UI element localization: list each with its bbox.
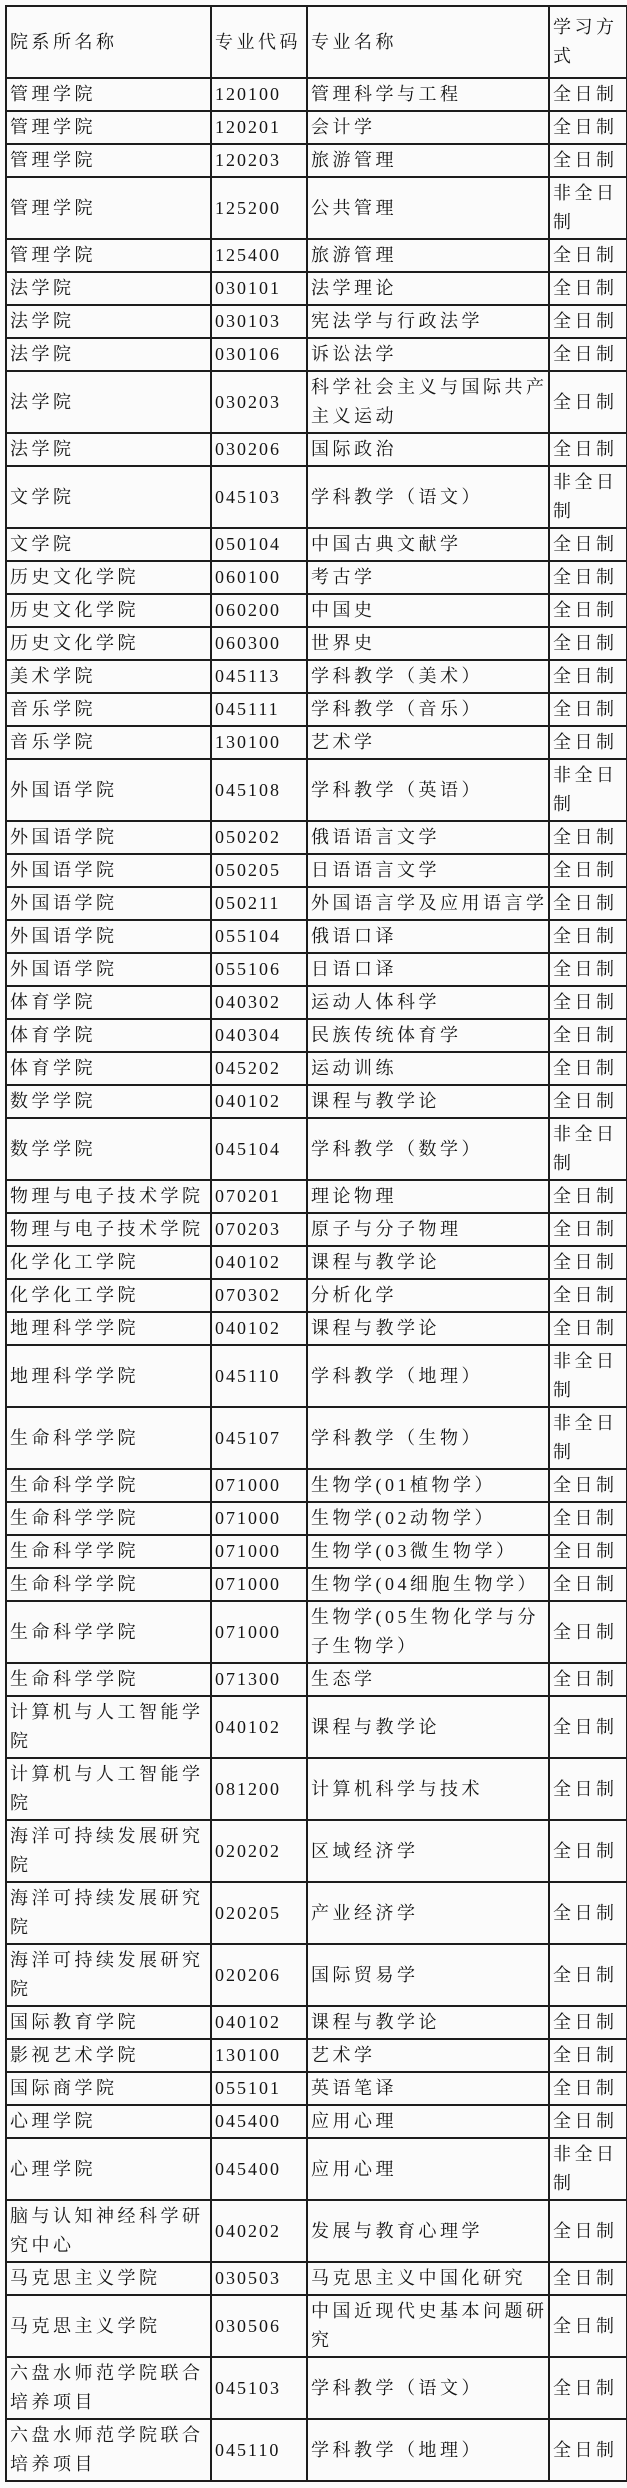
dept-cell: 化学化工学院 [6, 1279, 211, 1312]
major-cell: 俄语语言文学 [307, 821, 549, 854]
mode-cell: 全日制 [549, 887, 627, 920]
major-cell: 诉讼法学 [307, 338, 549, 371]
mode-cell: 全日制 [549, 1085, 627, 1118]
code-cell: 040304 [211, 1019, 307, 1052]
dept-cell: 生命科学学院 [6, 1568, 211, 1601]
mode-cell: 全日制 [549, 1312, 627, 1345]
mode-cell: 非全日制 [549, 1345, 627, 1407]
code-cell: 130100 [211, 726, 307, 759]
dept-cell: 体育学院 [6, 1052, 211, 1085]
dept-cell: 历史文化学院 [6, 594, 211, 627]
mode-cell: 全日制 [549, 854, 627, 887]
dept-cell: 心理学院 [6, 2105, 211, 2138]
dept-cell: 物理与电子技术学院 [6, 1213, 211, 1246]
mode-cell: 全日制 [549, 726, 627, 759]
table-row [6, 1944, 627, 2006]
mode-cell: 全日制 [549, 1944, 627, 2006]
dept-cell: 物理与电子技术学院 [6, 1180, 211, 1213]
code-cell: 071000 [211, 1568, 307, 1601]
dept-cell: 海洋可持续发展研究院 [6, 1944, 211, 2006]
major-cell: 中国近现代史基本问题研究 [307, 2295, 549, 2357]
dept-cell: 体育学院 [6, 986, 211, 1019]
major-cell: 学科教学（数学） [307, 1118, 549, 1180]
major-cell: 国际贸易学 [307, 1944, 549, 2006]
major-cell: 课程与教学论 [307, 1246, 549, 1279]
mode-cell: 非全日制 [549, 1407, 627, 1469]
code-cell: 071000 [211, 1469, 307, 1502]
dept-cell: 数学学院 [6, 1085, 211, 1118]
table-row [6, 920, 627, 953]
code-cell: 040202 [211, 2200, 307, 2262]
major-cell: 学科教学（音乐） [307, 693, 549, 726]
table-row [6, 854, 627, 887]
code-cell: 020205 [211, 1882, 307, 1944]
table-row [6, 1312, 627, 1345]
major-cell: 国际政治 [307, 433, 549, 466]
major-cell: 计算机科学与技术 [307, 1758, 549, 1820]
code-cell: 020206 [211, 1944, 307, 2006]
header-row [6, 6, 627, 78]
mode-cell: 全日制 [549, 1279, 627, 1312]
dept-cell: 六盘水师范学院联合培养项目 [6, 2357, 211, 2419]
code-cell: 071300 [211, 1663, 307, 1696]
table-row [6, 111, 627, 144]
dept-cell: 法学院 [6, 272, 211, 305]
mode-cell: 全日制 [549, 338, 627, 371]
table-row [6, 627, 627, 660]
mode-cell: 全日制 [549, 561, 627, 594]
mode-cell: 全日制 [549, 2039, 627, 2072]
major-cell: 外国语言学及应用语言学 [307, 887, 549, 920]
major-cell: 法学理论 [307, 272, 549, 305]
major-cell: 应用心理 [307, 2105, 549, 2138]
code-cell: 071000 [211, 1601, 307, 1663]
table-row [6, 1502, 627, 1535]
code-cell: 071000 [211, 1535, 307, 1568]
code-cell: 081200 [211, 1758, 307, 1820]
code-cell: 055106 [211, 953, 307, 986]
mode-cell: 全日制 [549, 2295, 627, 2357]
table-row [6, 660, 627, 693]
mode-cell: 全日制 [549, 821, 627, 854]
code-cell: 040102 [211, 1696, 307, 1758]
table-row [6, 338, 627, 371]
dept-cell: 管理学院 [6, 177, 211, 239]
major-cell: 日语口译 [307, 953, 549, 986]
dept-cell: 影视艺术学院 [6, 2039, 211, 2072]
major-cell: 旅游管理 [307, 239, 549, 272]
mode-cell: 全日制 [549, 78, 627, 111]
table-row [6, 1279, 627, 1312]
code-cell: 060300 [211, 627, 307, 660]
table-row [6, 2419, 627, 2481]
table-row [6, 1882, 627, 1944]
major-cell: 课程与教学论 [307, 2006, 549, 2039]
table-row [6, 1568, 627, 1601]
dept-cell: 生命科学学院 [6, 1407, 211, 1469]
header-dept: 院系所名称 [6, 6, 211, 78]
code-cell: 045111 [211, 693, 307, 726]
mode-cell: 非全日制 [549, 2138, 627, 2200]
dept-cell: 数学学院 [6, 1118, 211, 1180]
code-cell: 055104 [211, 920, 307, 953]
table-row [6, 2039, 627, 2072]
mode-cell: 非全日制 [549, 466, 627, 528]
code-cell: 030103 [211, 305, 307, 338]
code-cell: 045202 [211, 1052, 307, 1085]
mode-cell: 全日制 [549, 1568, 627, 1601]
table-row [6, 2072, 627, 2105]
major-cell: 宪法学与行政法学 [307, 305, 549, 338]
mode-cell: 全日制 [549, 1246, 627, 1279]
mode-cell: 非全日制 [549, 177, 627, 239]
dept-cell: 心理学院 [6, 2138, 211, 2200]
table-row [6, 528, 627, 561]
major-cell: 生物学(01植物学） [307, 1469, 549, 1502]
table-row [6, 177, 627, 239]
mode-cell: 全日制 [549, 1502, 627, 1535]
dept-cell: 历史文化学院 [6, 561, 211, 594]
mode-cell: 全日制 [549, 693, 627, 726]
code-cell: 045113 [211, 660, 307, 693]
table-row [6, 1696, 627, 1758]
table-row [6, 2105, 627, 2138]
mode-cell: 全日制 [549, 1696, 627, 1758]
table-row [6, 2006, 627, 2039]
table-row [6, 726, 627, 759]
dept-cell: 生命科学学院 [6, 1601, 211, 1663]
mode-cell: 全日制 [549, 272, 627, 305]
code-cell: 030203 [211, 371, 307, 433]
dept-cell: 法学院 [6, 433, 211, 466]
code-cell: 045103 [211, 2357, 307, 2419]
header-mode: 学习方式 [549, 6, 627, 78]
table-row [6, 2200, 627, 2262]
table-row [6, 239, 627, 272]
dept-cell: 法学院 [6, 338, 211, 371]
table-row [6, 1820, 627, 1882]
table-row [6, 272, 627, 305]
dept-cell: 管理学院 [6, 111, 211, 144]
dept-cell: 音乐学院 [6, 726, 211, 759]
dept-cell: 海洋可持续发展研究院 [6, 1882, 211, 1944]
dept-cell: 管理学院 [6, 239, 211, 272]
table-row [6, 1019, 627, 1052]
code-cell: 125200 [211, 177, 307, 239]
major-cell: 生物学(02动物学） [307, 1502, 549, 1535]
mode-cell: 非全日制 [549, 1118, 627, 1180]
mode-cell: 全日制 [549, 2006, 627, 2039]
major-cell: 旅游管理 [307, 144, 549, 177]
table-row [6, 1118, 627, 1180]
code-cell: 045110 [211, 1345, 307, 1407]
dept-cell: 马克思主义学院 [6, 2262, 211, 2295]
dept-cell: 六盘水师范学院联合培养项目 [6, 2419, 211, 2481]
dept-cell: 生命科学学院 [6, 1535, 211, 1568]
code-cell: 060200 [211, 594, 307, 627]
code-cell: 030206 [211, 433, 307, 466]
dept-cell: 国际商学院 [6, 2072, 211, 2105]
code-cell: 070201 [211, 1180, 307, 1213]
major-cell: 会计学 [307, 111, 549, 144]
table-row [6, 1345, 627, 1407]
table-row [6, 693, 627, 726]
mode-cell: 全日制 [549, 1820, 627, 1882]
mode-cell: 全日制 [549, 2419, 627, 2481]
major-cell: 中国史 [307, 594, 549, 627]
table-row [6, 466, 627, 528]
dept-cell: 计算机与人工智能学院 [6, 1696, 211, 1758]
mode-cell: 全日制 [549, 920, 627, 953]
major-cell: 分析化学 [307, 1279, 549, 1312]
major-cell: 考古学 [307, 561, 549, 594]
code-cell: 045110 [211, 2419, 307, 2481]
dept-cell: 生命科学学院 [6, 1502, 211, 1535]
major-cell: 区域经济学 [307, 1820, 549, 1882]
major-cell: 科学社会主义与国际共产主义运动 [307, 371, 549, 433]
dept-cell: 海洋可持续发展研究院 [6, 1820, 211, 1882]
major-cell: 学科教学（生物） [307, 1407, 549, 1469]
table-body [6, 78, 627, 2481]
table-row [6, 433, 627, 466]
header-major: 专业名称 [307, 6, 549, 78]
dept-cell: 生命科学学院 [6, 1663, 211, 1696]
dept-cell: 国际教育学院 [6, 2006, 211, 2039]
code-cell: 045400 [211, 2138, 307, 2200]
mode-cell: 全日制 [549, 2200, 627, 2262]
mode-cell: 全日制 [549, 371, 627, 433]
mode-cell: 全日制 [549, 627, 627, 660]
code-cell: 040102 [211, 1312, 307, 1345]
dept-cell: 文学院 [6, 528, 211, 561]
code-cell: 040302 [211, 986, 307, 1019]
mode-cell: 全日制 [549, 239, 627, 272]
code-cell: 120100 [211, 78, 307, 111]
mode-cell: 全日制 [549, 433, 627, 466]
major-cell: 管理科学与工程 [307, 78, 549, 111]
major-cell: 发展与教育心理学 [307, 2200, 549, 2262]
mode-cell: 全日制 [549, 144, 627, 177]
code-cell: 030503 [211, 2262, 307, 2295]
header-code: 专业代码 [211, 6, 307, 78]
code-cell: 060100 [211, 561, 307, 594]
code-cell: 030506 [211, 2295, 307, 2357]
major-cell: 学科教学（英语） [307, 759, 549, 821]
dept-cell: 地理科学学院 [6, 1312, 211, 1345]
major-cell: 公共管理 [307, 177, 549, 239]
mode-cell: 全日制 [549, 111, 627, 144]
major-cell: 课程与教学论 [307, 1312, 549, 1345]
mode-cell: 全日制 [549, 305, 627, 338]
mode-cell: 全日制 [549, 1052, 627, 1085]
code-cell: 070203 [211, 1213, 307, 1246]
table-row [6, 1407, 627, 1469]
dept-cell: 文学院 [6, 466, 211, 528]
major-cell: 中国古典文献学 [307, 528, 549, 561]
dept-cell: 管理学院 [6, 144, 211, 177]
dept-cell: 外国语学院 [6, 821, 211, 854]
table-row [6, 2357, 627, 2419]
mode-cell: 全日制 [549, 1601, 627, 1663]
dept-cell: 美术学院 [6, 660, 211, 693]
code-cell: 070302 [211, 1279, 307, 1312]
code-cell: 040102 [211, 1085, 307, 1118]
major-cell: 俄语口译 [307, 920, 549, 953]
table-row [6, 2138, 627, 2200]
code-cell: 045400 [211, 2105, 307, 2138]
mode-cell: 全日制 [549, 528, 627, 561]
mode-cell: 全日制 [549, 2105, 627, 2138]
table-row [6, 821, 627, 854]
table-row [6, 887, 627, 920]
table-row [6, 561, 627, 594]
major-cell: 生物学(05生物化学与分子生物学） [307, 1601, 549, 1663]
dept-cell: 外国语学院 [6, 953, 211, 986]
dept-cell: 马克思主义学院 [6, 2295, 211, 2357]
mode-cell: 全日制 [549, 1882, 627, 1944]
table-row [6, 1663, 627, 1696]
table-row [6, 305, 627, 338]
table-row [6, 1246, 627, 1279]
dept-cell: 法学院 [6, 305, 211, 338]
code-cell: 045104 [211, 1118, 307, 1180]
code-cell: 050205 [211, 854, 307, 887]
dept-cell: 管理学院 [6, 78, 211, 111]
table-row [6, 1180, 627, 1213]
major-cell: 课程与教学论 [307, 1085, 549, 1118]
table-row [6, 1052, 627, 1085]
mode-cell: 全日制 [549, 2357, 627, 2419]
code-cell: 045107 [211, 1407, 307, 1469]
major-cell: 生态学 [307, 1663, 549, 1696]
mode-cell: 全日制 [549, 2262, 627, 2295]
major-cell: 应用心理 [307, 2138, 549, 2200]
major-cell: 运动训练 [307, 1052, 549, 1085]
code-cell: 045108 [211, 759, 307, 821]
table-row [6, 953, 627, 986]
code-cell: 030106 [211, 338, 307, 371]
dept-cell: 化学化工学院 [6, 1246, 211, 1279]
dept-cell: 计算机与人工智能学院 [6, 1758, 211, 1820]
code-cell: 040102 [211, 2006, 307, 2039]
mode-cell: 全日制 [549, 1535, 627, 1568]
mode-cell: 全日制 [549, 1180, 627, 1213]
major-cell: 产业经济学 [307, 1882, 549, 1944]
table-row [6, 594, 627, 627]
major-cell: 运动人体科学 [307, 986, 549, 1019]
mode-cell: 全日制 [549, 660, 627, 693]
major-cell: 原子与分子物理 [307, 1213, 549, 1246]
code-cell: 040102 [211, 1246, 307, 1279]
major-cell: 世界史 [307, 627, 549, 660]
table-row [6, 1535, 627, 1568]
code-cell: 130100 [211, 2039, 307, 2072]
table-row [6, 1469, 627, 1502]
major-cell: 理论物理 [307, 1180, 549, 1213]
table-row [6, 78, 627, 111]
major-cell: 马克思主义中国化研究 [307, 2262, 549, 2295]
code-cell: 030101 [211, 272, 307, 305]
dept-cell: 法学院 [6, 371, 211, 433]
mode-cell: 全日制 [549, 1663, 627, 1696]
dept-cell: 外国语学院 [6, 887, 211, 920]
mode-cell: 全日制 [549, 1758, 627, 1820]
code-cell: 050202 [211, 821, 307, 854]
mode-cell: 全日制 [549, 1213, 627, 1246]
code-cell: 045103 [211, 466, 307, 528]
mode-cell: 全日制 [549, 953, 627, 986]
dept-cell: 外国语学院 [6, 759, 211, 821]
mode-cell: 全日制 [549, 2072, 627, 2105]
code-cell: 050104 [211, 528, 307, 561]
mode-cell: 非全日制 [549, 759, 627, 821]
dept-cell: 地理科学学院 [6, 1345, 211, 1407]
dept-cell: 脑与认知神经科学研究中心 [6, 2200, 211, 2262]
major-cell: 艺术学 [307, 726, 549, 759]
code-cell: 020202 [211, 1820, 307, 1882]
majors-table [5, 5, 627, 2482]
major-cell: 课程与教学论 [307, 1696, 549, 1758]
major-cell: 学科教学（语文） [307, 466, 549, 528]
table-row [6, 371, 627, 433]
major-cell: 学科教学（语文） [307, 2357, 549, 2419]
dept-cell: 外国语学院 [6, 920, 211, 953]
table-row [6, 1213, 627, 1246]
table-row [6, 1601, 627, 1663]
major-cell: 民族传统体育学 [307, 1019, 549, 1052]
mode-cell: 全日制 [549, 1019, 627, 1052]
table-row [6, 759, 627, 821]
dept-cell: 体育学院 [6, 1019, 211, 1052]
major-cell: 学科教学（美术） [307, 660, 549, 693]
mode-cell: 全日制 [549, 1469, 627, 1502]
major-cell: 生物学(04细胞生物学） [307, 1568, 549, 1601]
table-row [6, 2295, 627, 2357]
code-cell: 071000 [211, 1502, 307, 1535]
table-row [6, 1758, 627, 1820]
code-cell: 125400 [211, 239, 307, 272]
mode-cell: 全日制 [549, 986, 627, 1019]
code-cell: 050211 [211, 887, 307, 920]
major-cell: 生物学(03微生物学） [307, 1535, 549, 1568]
major-cell: 英语笔译 [307, 2072, 549, 2105]
dept-cell: 历史文化学院 [6, 627, 211, 660]
dept-cell: 生命科学学院 [6, 1469, 211, 1502]
code-cell: 120201 [211, 111, 307, 144]
code-cell: 055101 [211, 2072, 307, 2105]
major-cell: 学科教学（地理） [307, 1345, 549, 1407]
major-cell: 艺术学 [307, 2039, 549, 2072]
major-cell: 日语语言文学 [307, 854, 549, 887]
dept-cell: 外国语学院 [6, 854, 211, 887]
mode-cell: 全日制 [549, 594, 627, 627]
major-cell: 学科教学（地理） [307, 2419, 549, 2481]
code-cell: 120203 [211, 144, 307, 177]
table-row [6, 986, 627, 1019]
dept-cell: 音乐学院 [6, 693, 211, 726]
table-row [6, 144, 627, 177]
table-row [6, 2262, 627, 2295]
table-row [6, 1085, 627, 1118]
